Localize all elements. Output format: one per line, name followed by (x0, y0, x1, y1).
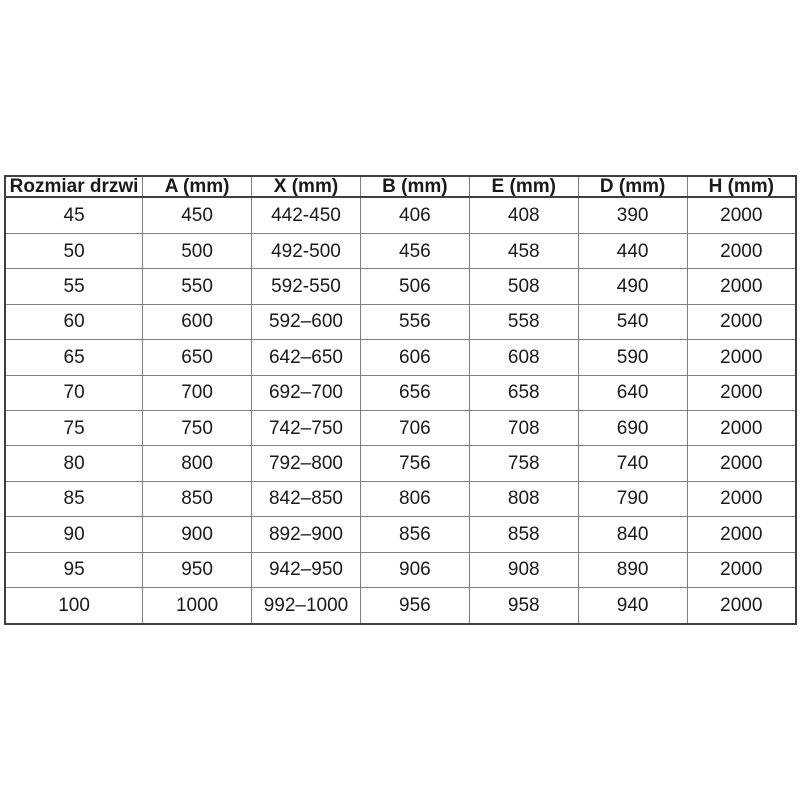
table-body (5, 197, 796, 624)
table-cell: 556 (360, 304, 469, 339)
table-cell: 790 (578, 481, 687, 516)
table-cell: 508 (469, 269, 578, 304)
table-cell: 80 (5, 446, 143, 481)
table-cell: 2000 (687, 197, 796, 233)
table-cell: 900 (143, 517, 252, 552)
table-cell: 2000 (687, 233, 796, 268)
table-cell: 890 (578, 552, 687, 587)
table-cell: 450 (143, 197, 252, 233)
table-cell: 642–650 (252, 340, 361, 375)
column-header-b-mm: B (mm) (360, 176, 469, 197)
table-cell: 692–700 (252, 375, 361, 410)
table-cell: 650 (143, 340, 252, 375)
column-header-h-mm: H (mm) (687, 176, 796, 197)
table-cell: 85 (5, 481, 143, 516)
table-cell: 406 (360, 197, 469, 233)
table-cell: 750 (143, 410, 252, 445)
table-cell: 906 (360, 552, 469, 587)
table-cell: 65 (5, 340, 143, 375)
table-cell: 658 (469, 375, 578, 410)
column-header-e-mm: E (mm) (469, 176, 578, 197)
table-cell: 840 (578, 517, 687, 552)
table-row (5, 197, 796, 233)
table-cell: 442-450 (252, 197, 361, 233)
table-cell: 592–600 (252, 304, 361, 339)
table-cell: 690 (578, 410, 687, 445)
table-cell: 390 (578, 197, 687, 233)
table-cell: 2000 (687, 375, 796, 410)
table-cell: 700 (143, 375, 252, 410)
table-cell: 2000 (687, 269, 796, 304)
table-cell: 1000 (143, 588, 252, 624)
table-cell: 440 (578, 233, 687, 268)
table-cell: 492-500 (252, 233, 361, 268)
table-cell: 506 (360, 269, 469, 304)
table-cell: 958 (469, 588, 578, 624)
table-cell: 956 (360, 588, 469, 624)
table-row (5, 304, 796, 339)
table-cell: 550 (143, 269, 252, 304)
table-cell: 800 (143, 446, 252, 481)
table-cell: 90 (5, 517, 143, 552)
table-cell: 95 (5, 552, 143, 587)
table-cell: 858 (469, 517, 578, 552)
table-cell: 756 (360, 446, 469, 481)
table-cell: 456 (360, 233, 469, 268)
table-cell: 592-550 (252, 269, 361, 304)
table-cell: 708 (469, 410, 578, 445)
table-row (5, 269, 796, 304)
table-cell: 2000 (687, 588, 796, 624)
table-cell: 75 (5, 410, 143, 445)
table-header-row (5, 176, 796, 197)
table-cell: 590 (578, 340, 687, 375)
table-cell: 892–900 (252, 517, 361, 552)
table-cell: 2000 (687, 446, 796, 481)
table-cell: 70 (5, 375, 143, 410)
table-cell: 758 (469, 446, 578, 481)
column-header-a-mm: A (mm) (143, 176, 252, 197)
table-row (5, 481, 796, 516)
table-cell: 992–1000 (252, 588, 361, 624)
table-cell: 806 (360, 481, 469, 516)
table-cell: 608 (469, 340, 578, 375)
column-header-rozmiar-drzwi: Rozmiar drzwi (5, 176, 143, 197)
column-header-x-mm: X (mm) (252, 176, 361, 197)
table-cell: 500 (143, 233, 252, 268)
table-cell: 908 (469, 552, 578, 587)
table-row (5, 410, 796, 445)
table-cell: 606 (360, 340, 469, 375)
table-cell: 940 (578, 588, 687, 624)
table-cell: 2000 (687, 340, 796, 375)
table-row (5, 552, 796, 587)
column-header-d-mm: D (mm) (578, 176, 687, 197)
table-row (5, 340, 796, 375)
table-cell: 792–800 (252, 446, 361, 481)
table-cell: 558 (469, 304, 578, 339)
table-header (5, 176, 796, 197)
table-cell: 950 (143, 552, 252, 587)
table-cell: 2000 (687, 410, 796, 445)
table-cell: 640 (578, 375, 687, 410)
table-cell: 540 (578, 304, 687, 339)
table-cell: 740 (578, 446, 687, 481)
table-cell: 2000 (687, 304, 796, 339)
table-row (5, 588, 796, 624)
table-cell: 600 (143, 304, 252, 339)
table-cell: 100 (5, 588, 143, 624)
table-cell: 408 (469, 197, 578, 233)
table-cell: 2000 (687, 552, 796, 587)
table-cell: 55 (5, 269, 143, 304)
table-cell: 490 (578, 269, 687, 304)
table-cell: 656 (360, 375, 469, 410)
table-row (5, 375, 796, 410)
table-cell: 742–750 (252, 410, 361, 445)
table-cell: 45 (5, 197, 143, 233)
table-cell: 856 (360, 517, 469, 552)
table-cell: 850 (143, 481, 252, 516)
table-row (5, 517, 796, 552)
table-cell: 458 (469, 233, 578, 268)
table-row (5, 233, 796, 268)
table-cell: 60 (5, 304, 143, 339)
table-cell: 50 (5, 233, 143, 268)
table-cell: 808 (469, 481, 578, 516)
table-cell: 706 (360, 410, 469, 445)
table-row (5, 446, 796, 481)
table-cell: 842–850 (252, 481, 361, 516)
table-cell: 2000 (687, 517, 796, 552)
table-cell: 942–950 (252, 552, 361, 587)
table-cell: 2000 (687, 481, 796, 516)
door-size-dimensions-table (4, 175, 797, 625)
